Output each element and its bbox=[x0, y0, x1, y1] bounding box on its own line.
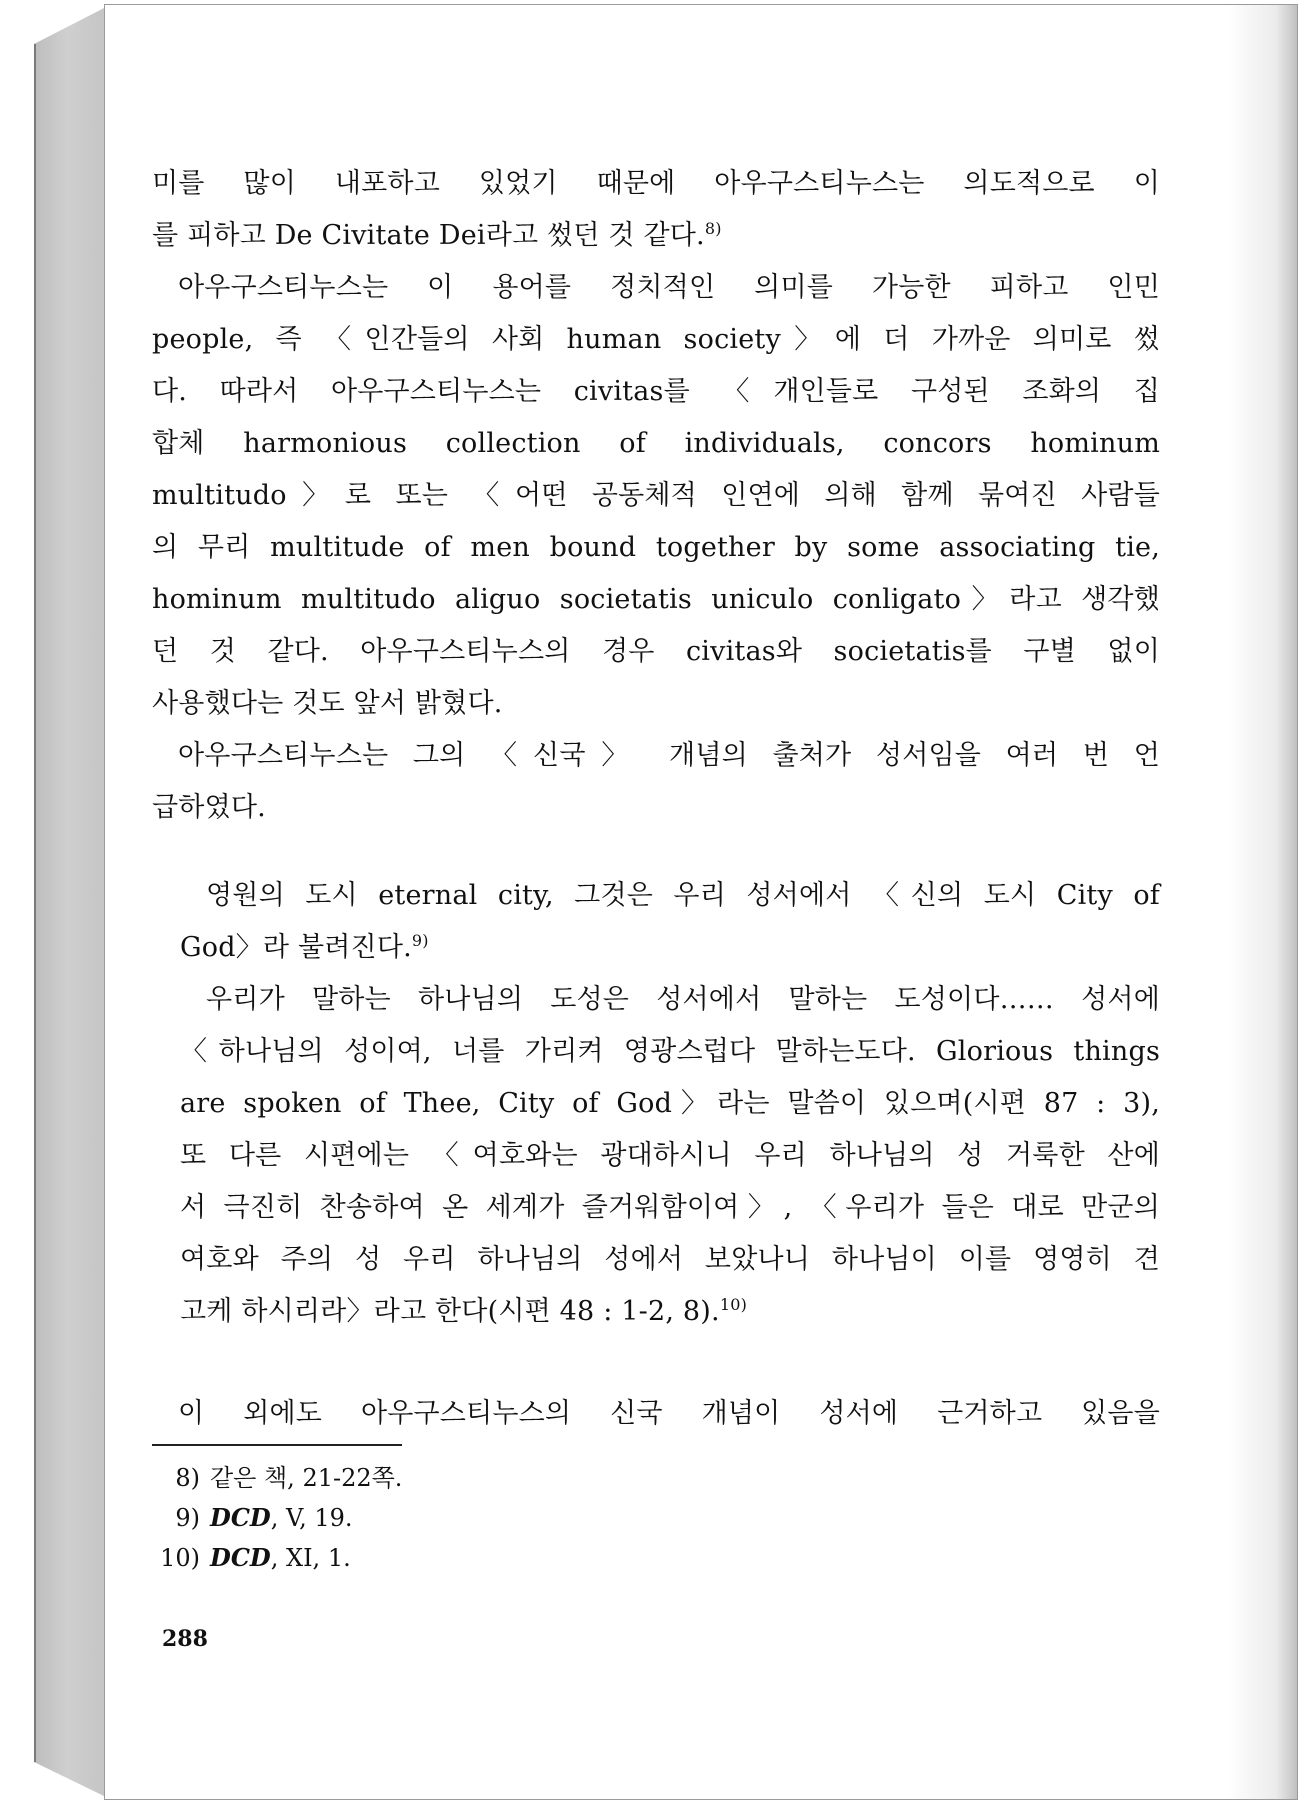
quote-line: 영원의 도시 eternal city, 그것은 우리 성서에서 〈신의 도시 City of bbox=[206, 880, 1160, 911]
page-shadow bbox=[1227, 5, 1297, 1799]
footnote-item bbox=[152, 1498, 752, 1538]
book-spine-edge bbox=[34, 44, 36, 1762]
block-quote bbox=[152, 870, 1160, 1338]
body-text-continued bbox=[152, 1388, 1160, 1440]
text-line: people, 즉 〈인간들의 사회 human society〉에 더 가까운 의미로 썼 bbox=[152, 324, 1160, 355]
text-line: 의 무리 multitude of men bound together by some associating tie, bbox=[152, 532, 1160, 563]
quote-line: 우리가 말하는 하나님의 도성은 성서에서 말하는 도성이다…… 성서에 bbox=[206, 984, 1160, 1015]
text-line: 아우구스티누스는 그의 〈신국〉 개념의 출처가 성서임을 여러 번 언 bbox=[178, 740, 1160, 771]
page-number: 288 bbox=[162, 1626, 208, 1652]
text-line: 아우구스티누스는 이 용어를 정치적인 의미를 가능한 피하고 인민 bbox=[178, 272, 1160, 303]
text-line: 사용했다는 것도 앞서 밝혔다. bbox=[152, 688, 503, 719]
footnote-number: 9) bbox=[175, 1504, 200, 1532]
quote-line-content: God〉라 불려진다. bbox=[180, 932, 412, 963]
quote-line: 또 다른 시편에는 〈여호와는 광대하시니 우리 하나님의 성 거룩한 산에 bbox=[180, 1140, 1160, 1171]
footnote-source: DCD bbox=[210, 1543, 271, 1572]
body-text bbox=[152, 158, 1160, 834]
footnote-text: , XI, 1. bbox=[270, 1544, 351, 1572]
footnote-divider bbox=[152, 1444, 402, 1446]
text-line: 급하였다. bbox=[152, 792, 266, 823]
footnote-number: 10) bbox=[160, 1544, 200, 1572]
text-line: hominum multitudo aliguo societatis uniculo conligato〉라고 생각했 bbox=[152, 584, 1160, 615]
footnotes bbox=[152, 1458, 752, 1578]
footnote-item bbox=[152, 1458, 752, 1498]
footnote-text: 같은 책, 21-22쪽. bbox=[210, 1464, 403, 1492]
book-spine bbox=[34, 6, 108, 1798]
text-line: 합체 harmonious collection of individuals, concors hominum bbox=[152, 428, 1160, 459]
text-line-content: 를 피하고 De Civitate Dei라고 썼던 것 같다. bbox=[152, 220, 705, 251]
text-line: multitudo〉로 또는 〈어떤 공동체적 인연에 의해 함께 묶여진 사람들 bbox=[152, 480, 1160, 511]
quote-line bbox=[180, 922, 1160, 974]
quote-line-content: 고케 하시리라〉라고 한다(시편 48 : 1-2, 8). bbox=[180, 1296, 720, 1327]
text-line: 다. 따라서 아우구스티누스는 civitas를 〈개인들로 구성된 조화의 집 bbox=[152, 376, 1160, 407]
quote-line: are spoken of Thee, City of God〉라는 말씀이 있으며(시편 87 : 3), bbox=[180, 1088, 1160, 1119]
footnote-ref: 10) bbox=[719, 1295, 748, 1314]
footnote-number: 8) bbox=[175, 1464, 200, 1492]
text-line bbox=[152, 210, 1160, 262]
quote-line: 서 극진히 찬송하여 온 세계가 즐거워함이여〉, 〈우리가 들은 대로 만군의 bbox=[180, 1192, 1160, 1223]
footnote-item bbox=[152, 1538, 752, 1578]
text-line: 이 외에도 아우구스티누스의 신국 개념이 성서에 근거하고 있음을 bbox=[178, 1398, 1160, 1429]
text-line: 미를 많이 내포하고 있었기 때문에 아우구스티누스는 의도적으로 이 bbox=[152, 168, 1160, 199]
footnote-ref: 8) bbox=[704, 219, 722, 238]
footnote-source: DCD bbox=[210, 1503, 271, 1532]
quote-line: 여호와 주의 성 우리 하나님의 성에서 보았나니 하나님이 이를 영영히 견 bbox=[180, 1244, 1160, 1275]
quote-line: 〈하나님의 성이여, 너를 가리켜 영광스럽다 말하는도다. Glorious things bbox=[180, 1036, 1160, 1067]
text-line: 던 것 같다. 아우구스티누스의 경우 civitas와 societatis를 구별 없이 bbox=[152, 636, 1160, 667]
footnote-text: , V, 19. bbox=[270, 1504, 353, 1532]
footnote-ref: 9) bbox=[411, 931, 429, 950]
quote-line bbox=[180, 1286, 1160, 1338]
